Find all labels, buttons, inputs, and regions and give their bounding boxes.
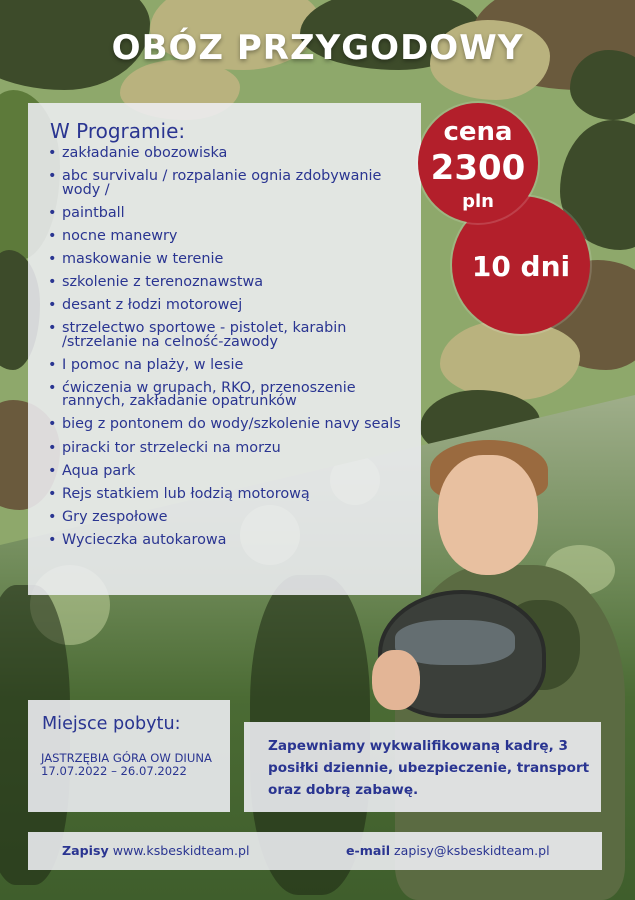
program-item: • bieg z pontonem do wody/szkolenie navy seals xyxy=(48,418,408,432)
duration-text: 10 dni xyxy=(471,250,571,283)
price-label: cena xyxy=(443,117,513,147)
program-item: • ćwiczenia w grupach, RKO, przenoszenie rannych, zakładanie opatrunków xyxy=(48,382,408,409)
price-badge xyxy=(418,103,538,223)
boy-face xyxy=(438,455,538,575)
program-item: • maskowanie w terenie xyxy=(48,253,408,267)
program-item: • Rejs statkiem lub łodzią motorową xyxy=(48,488,408,502)
program-item: • Wycieczka autokarowa xyxy=(48,534,408,548)
price-currency: pln xyxy=(462,191,494,212)
place-location: JASTRZĘBIA GÓRA OW DIUNA xyxy=(41,751,212,765)
program-heading: W Programie: xyxy=(50,119,186,143)
signup-label: Zapisy xyxy=(62,843,109,858)
website-link[interactable]: www.ksbeskidteam.pl xyxy=(112,843,250,858)
footer-bar xyxy=(28,832,602,870)
program-item: • strzelectwo sportowe - pistolet, karabin /strzelanie na celność-zawody xyxy=(48,322,408,349)
program-list xyxy=(48,147,408,557)
program-item: • paintball xyxy=(48,207,408,221)
program-item: • nocne manewry xyxy=(48,230,408,244)
program-panel xyxy=(28,103,421,595)
program-item: • desant z łodzi motorowej xyxy=(48,299,408,313)
program-item: • zakładanie obozowiska xyxy=(48,147,408,161)
program-item: • Aqua park xyxy=(48,465,408,479)
program-item: • szkolenie z terenoznawstwa xyxy=(48,276,408,290)
boy-hand xyxy=(372,650,420,710)
place-panel xyxy=(28,700,230,812)
program-item: • piracki tor strzelecki na morzu xyxy=(48,442,408,456)
program-item: • Gry zespołowe xyxy=(48,511,408,525)
program-item: • abc survivalu / rozpalanie ognia zdobywanie wody / xyxy=(48,170,408,197)
email-label: e-mail xyxy=(346,843,391,858)
poster-title: OBÓZ PRZYGODOWY xyxy=(111,28,524,68)
email-link[interactable]: zapisy@ksbeskidteam.pl xyxy=(394,843,550,858)
place-heading: Miejsce pobytu: xyxy=(42,714,181,734)
program-item: • I pomoc na plaży, w lesie xyxy=(48,359,408,373)
guarantee-panel xyxy=(244,722,601,812)
guarantee-text: Zapewniamy wykwalifikowaną kadrę, 3 posiłki dziennie, ubezpieczenie, transport oraz dobrą zabawę. xyxy=(268,738,590,798)
place-dates: 17.07.2022 – 26.07.2022 xyxy=(41,763,187,778)
price-amount: 2300 xyxy=(430,148,526,188)
